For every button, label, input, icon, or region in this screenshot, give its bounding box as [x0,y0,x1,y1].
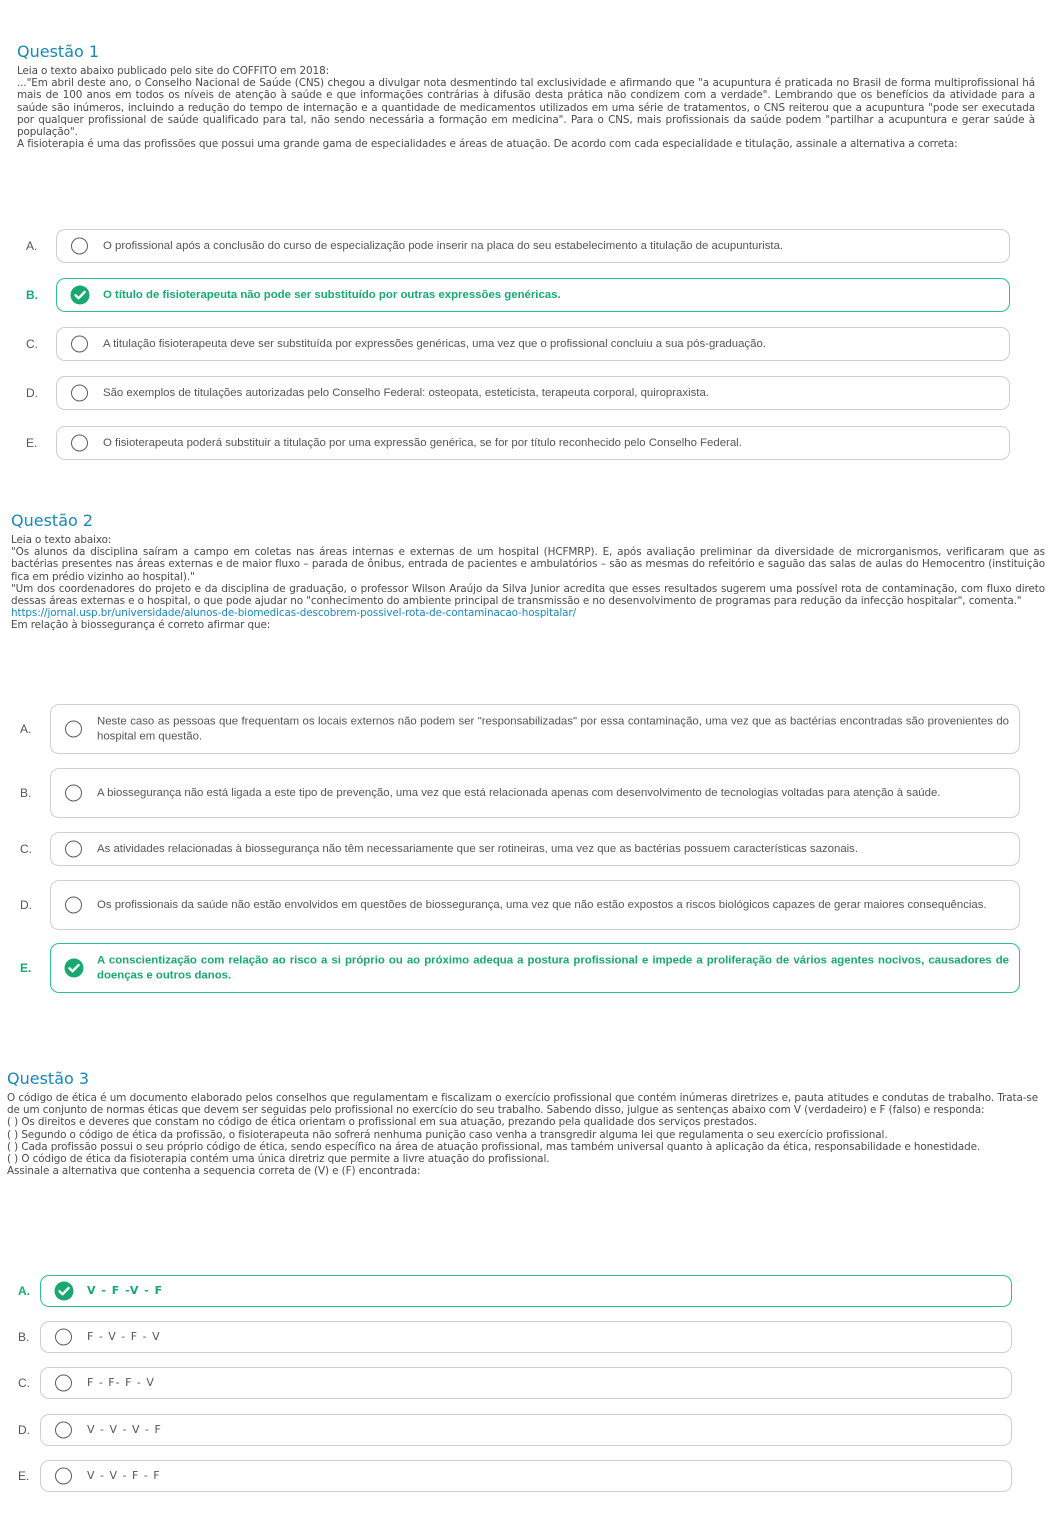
option-letter: B. [26,288,38,302]
option-box[interactable] [56,376,1010,410]
option-letter: C. [18,1376,30,1390]
option-d[interactable] [20,880,1020,930]
option-text: Neste caso as pessoas que frequentam os locais externos não podem ser "responsabilizadas" por essa contaminação, uma vez que as bactérias encontradas são provenientes do hospital em questão. [97,715,1009,742]
radio-button[interactable] [55,1375,72,1392]
option-a[interactable] [10,1275,1012,1307]
option-text: A biossegurança não está ligada a este tipo de prevenção, uma vez que está relacionada apenas com desenvolvimento de tecnologias voltadas para atenção à saúde. [97,786,941,799]
option-letter: C. [26,337,38,351]
option-text: Os profissionais da saúde não estão envolvidos em questões de biossegurança, uma vez que não estão expostos a riscos biológicos capazes de gerar maiores consequências. [97,898,987,911]
question-1-paragraph: A fisioterapia é uma das profissões que possui uma grande gama de especialidades e áreas de atuação. De acordo com cada especialidade e titulação, assinale a alternativa a correta: [17,138,958,151]
radio-button[interactable] [71,435,88,452]
question-3-statement: ( ) Os direitos e deveres que constam no código de ética orientam o profissional em sua atuação, prezando pela qualidade dos serviços prestados. [7,1116,758,1129]
option-letter: C. [20,842,32,856]
question-2-paragraph: "Um dos coordenadores do projeto e da disciplina de graduação, o professor Wilson Araújo da Silva Junior acredita que esses resultados sugerem uma possível rota de contaminação, com fluxo direto dessas áreas externas e o hospital, o que pode ajudar no "conhecimento do ambiente principal de transmissão e no desenvolvimento de programas para redução da infecção hospitalar", comenta." [11,582,1045,608]
radio-button[interactable] [65,841,82,858]
option-a[interactable] [26,229,1010,263]
option-e[interactable] [26,426,1010,460]
question-3-text [7,1092,1038,1177]
radio-button[interactable] [55,1329,72,1346]
question-1-text [17,65,1035,150]
question-2-title: Questão 2 [11,511,94,530]
option-box[interactable] [50,704,1020,754]
option-d[interactable] [10,1414,1012,1446]
option-c[interactable] [26,327,1010,361]
question-2-paragraph: "Os alunos da disciplina saíram a campo em coletas nas áreas internas e externas de um hospital (HCFMRP). E, após avaliação preliminar da diversidade de microrganismos, verificaram que as bactérias presentes nas áreas externas e de maior fluxo – parada de ônibus, entrada de pacientes e ambulatórios – são as mesmas do refeitório e saguão das salas de aulas do Hemocentro (instituição fica em prédio vizinho ao hospital)." [11,546,1045,583]
question-3-statement: ( ) Segundo o código de ética da profissão, o fisioterapeuta não sofrerá nenhuma punição caso venha a transgredir alguma lei que regulamenta o seu exercício profissional. [7,1128,888,1141]
question-2 [11,511,1045,632]
radio-button[interactable] [55,1422,72,1439]
option-box[interactable] [50,768,1020,818]
question-2-paragraph: Leia o texto abaixo: [11,534,112,546]
question-1-paragraph: Leia o texto abaixo publicado pelo site do COFFITO em 2018: [17,65,329,77]
option-letter: E. [20,961,32,975]
question-1 [17,42,1035,150]
radio-button[interactable] [65,721,82,738]
option-letter: D. [20,898,32,912]
option-box[interactable] [40,1460,1012,1492]
option-letter: B. [20,786,32,800]
check-circle-icon [70,285,90,305]
question-1-options [26,229,1010,461]
question-1-paragraph: ..."Em abril deste ano, o Conselho Nacional de Saúde (CNS) chegou a divulgar nota desmentindo tal exclusividade e afirmando que "a acupuntura é praticada no Brasil de forma multiprofissional há mais de 100 anos em todos os níveis de atenção à saúde e que informações contrárias à difusão desta prática não condizem com a verdade". Lembrando que os benefícios da atividade para a saúde são inúmeros, incluindo a redução do tempo de internação e a quantidade de medicamentos utilizados em uma série de tratamentos, o CNS reiterou que a acupuntura "pode ser executada por qualquer profissional de saúde qualificado para tal, não sendo necessária a formação em medicina". Para o CNS, mais profissionais da saúde podem "partilhar a acupuntura e gerar saúde à população". [17,77,1035,139]
option-box[interactable] [56,229,1010,263]
radio-button[interactable] [71,336,88,353]
radio-button[interactable] [71,385,88,402]
question-3-title: Questão 3 [7,1069,90,1088]
option-b[interactable] [26,278,1010,312]
option-text: São exemplos de titulações autorizadas pelo Conselho Federal: osteopata, esteticista, terapeuta corporal, quiropraxista. [103,386,709,399]
source-link[interactable]: https://jornal.usp.br/universidade/alunos-de-biomedicas-descobrem-possivel-rota-de-contaminacao-hospitalar/ [11,607,576,620]
option-d[interactable] [26,376,1010,410]
option-c[interactable] [10,1367,1012,1399]
option-letter: D. [18,1423,30,1437]
option-letter: A. [18,1284,30,1298]
question-2-prompt: Em relação à biossegurança é correto afirmar que: [11,619,271,632]
option-letter: E. [18,1469,30,1483]
option-letter: B. [18,1330,30,1344]
option-text: F - F- F - V [87,1375,155,1389]
option-text: F - V - F - V [87,1329,161,1343]
option-a[interactable] [20,704,1020,754]
option-box[interactable] [40,1367,1012,1399]
option-box[interactable] [50,943,1020,993]
option-text: V - V - V - F [87,1422,162,1436]
option-text: O profissional após a conclusão do curso de especialização pode inserir na placa do seu estabelecimento a titulação de acupunturista. [103,239,784,252]
radio-button[interactable] [55,1468,72,1485]
option-box[interactable] [56,426,1010,460]
question-3-paragraph: O código de ética é um documento elaborado pelos conselhos que regulamentam e fiscalizam o exercício profissional que contém inúmeras diretrizes e, pauta atitudes e condutas de trabalho. Trata-se de um conjunto de normas éticas que devem ser seguidas pelo profissional no exercício do seu trabalho. Sabendo disso, julgue as sentenças abaixo com V (verdadeiro) e F (falso) e responda: [7,1092,1038,1117]
radio-button[interactable] [65,785,82,802]
option-box[interactable] [56,327,1010,361]
option-text: A conscientização com relação ao risco a si próprio ou ao próximo adequa a postura profissional e impede a proliferação de vários agentes nocivos, causadores de doenças e outros danos. [97,954,1009,981]
radio-button[interactable] [71,238,88,255]
question-3-prompt: Assinale a alternativa que contenha a sequencia correta de (V) e (F) encontrada: [7,1165,421,1178]
option-b[interactable] [20,768,1020,818]
option-letter: A. [20,722,32,736]
option-letter: D. [26,386,38,400]
option-e[interactable] [10,1460,1012,1492]
option-text: As atividades relacionadas à biossegurança não têm necessariamente que ser rotineiras, uma vez que as bactérias possuem características sazonais. [97,842,859,855]
option-text: V - F -V - F [87,1283,164,1297]
option-b[interactable] [10,1321,1012,1353]
option-text: O título de fisioterapeuta não pode ser substituído por outras expressões genéricas. [103,288,561,301]
option-letter: E. [26,436,38,450]
question-3-statement: ( ) O código de ética da fisioterapia contém uma única diretriz que permite a livre atuação do profissional. [7,1153,550,1166]
option-box[interactable] [56,278,1010,312]
option-c[interactable] [20,832,1020,866]
option-box[interactable] [40,1275,1012,1307]
question-2-text [11,534,1045,632]
check-circle-icon [54,1281,74,1301]
question-3-statement: ( ) Cada profissão possui o seu próprio código de ética, sendo específico na área de atuação profissional, mas também universal quanto à aplicação da ética, responsabilidade e honestidade. [7,1140,981,1153]
option-box[interactable] [50,880,1020,930]
option-text: A titulação fisioterapeuta deve ser substituída por expressões genéricas, uma vez que o profissional concluiu a sua pós-graduação. [103,337,766,350]
option-box[interactable] [40,1321,1012,1353]
option-box[interactable] [50,832,1020,866]
option-letter: A. [26,239,38,253]
question-2-options [20,704,1020,994]
radio-button[interactable] [65,897,82,914]
question-1-title: Questão 1 [17,42,100,61]
option-e[interactable] [20,943,1020,993]
option-box[interactable] [40,1414,1012,1446]
option-text: V - V - F - F [87,1468,161,1482]
question-3-options [10,1275,1012,1491]
check-circle-icon [64,958,84,978]
option-text: O fisioterapeuta poderá substituir a titulação por uma expressão genérica, se for por título reconhecido pelo Conselho Federal. [103,436,742,449]
question-3 [7,1069,1038,1177]
